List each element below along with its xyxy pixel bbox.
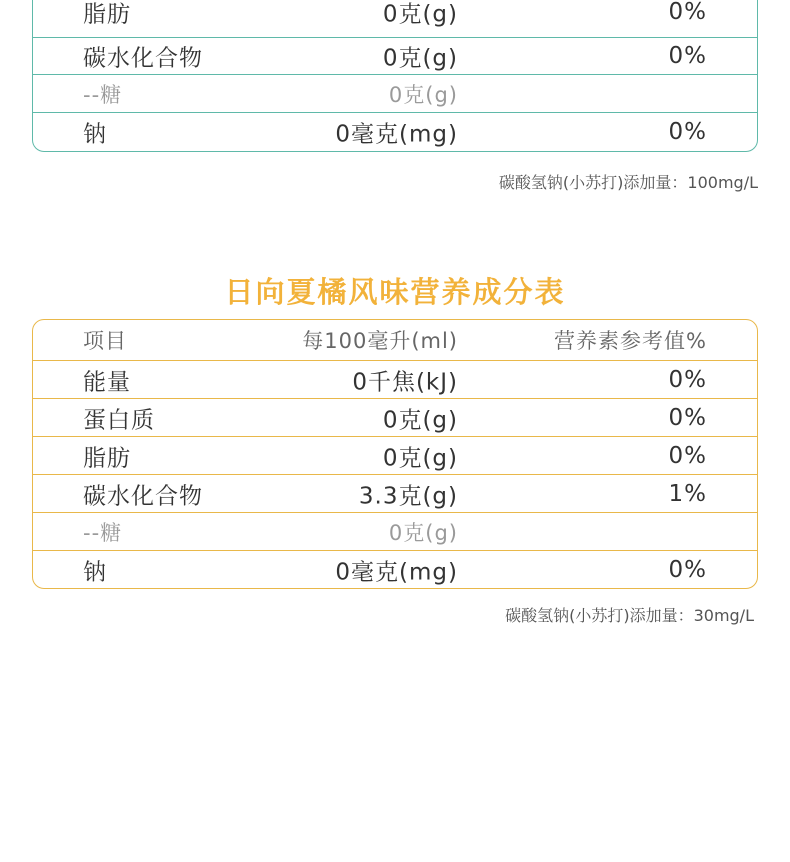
table-title: 日向夏橘风味营养成分表 xyxy=(224,275,566,309)
additive-note: 碳酸氢钠(小苏打)添加量：30mg/L xyxy=(505,606,754,625)
nutrient-percent: 0% xyxy=(668,366,707,393)
table-row xyxy=(33,475,757,513)
header-percent: 营养素参考值% xyxy=(554,329,707,353)
nutrient-amount: 3.3克(g) xyxy=(358,483,458,509)
nutrient-name: 脂肪 xyxy=(83,445,131,471)
nutrition-table-2 xyxy=(32,319,758,589)
table-row xyxy=(33,513,757,551)
header-amount: 每100毫升(ml) xyxy=(302,329,458,353)
nutrient-percent: 0% xyxy=(668,0,707,25)
nutrient-amount: 0克(g) xyxy=(388,82,458,107)
nutrient-percent: 1% xyxy=(668,480,707,507)
table-row xyxy=(33,37,757,75)
table-row xyxy=(33,113,757,150)
nutrient-name: --糖 xyxy=(83,520,123,545)
nutrient-percent: 0% xyxy=(668,118,707,145)
nutrient-percent: 0% xyxy=(668,556,707,583)
nutrient-amount: 0克(g) xyxy=(382,407,458,433)
nutrient-amount: 0克(g) xyxy=(382,45,458,71)
nutrient-name: --糖 xyxy=(83,82,123,107)
nutrient-amount: 0千焦(kJ) xyxy=(352,369,458,395)
nutrient-name: 能量 xyxy=(83,369,131,395)
table-header-row xyxy=(33,320,757,361)
table-row xyxy=(33,0,757,38)
table-row xyxy=(33,437,757,475)
nutrient-percent: 0% xyxy=(668,404,707,431)
nutrient-percent: 0% xyxy=(668,442,707,469)
nutrient-name: 脂肪 xyxy=(83,1,131,27)
nutrient-name: 钠 xyxy=(83,559,107,585)
nutrient-amount: 0毫克(mg) xyxy=(335,559,458,585)
nutrient-name: 蛋白质 xyxy=(83,407,155,433)
nutrient-name: 碳水化合物 xyxy=(83,45,203,71)
additive-note: 碳酸氢钠(小苏打)添加量：100mg/L xyxy=(498,173,758,192)
nutrient-amount: 0克(g) xyxy=(382,445,458,471)
nutrient-percent: 0% xyxy=(668,42,707,69)
nutrient-name: 碳水化合物 xyxy=(83,483,203,509)
table-row xyxy=(33,75,757,113)
table-row xyxy=(33,551,757,588)
header-item: 项目 xyxy=(83,329,127,353)
nutrient-amount: 0毫克(mg) xyxy=(335,121,458,147)
nutrient-amount: 0克(g) xyxy=(382,1,458,27)
nutrient-name: 钠 xyxy=(83,121,107,147)
table-row xyxy=(33,361,757,399)
table-row xyxy=(33,399,757,437)
nutrition-table-1 xyxy=(32,0,758,152)
nutrient-amount: 0克(g) xyxy=(388,520,458,545)
